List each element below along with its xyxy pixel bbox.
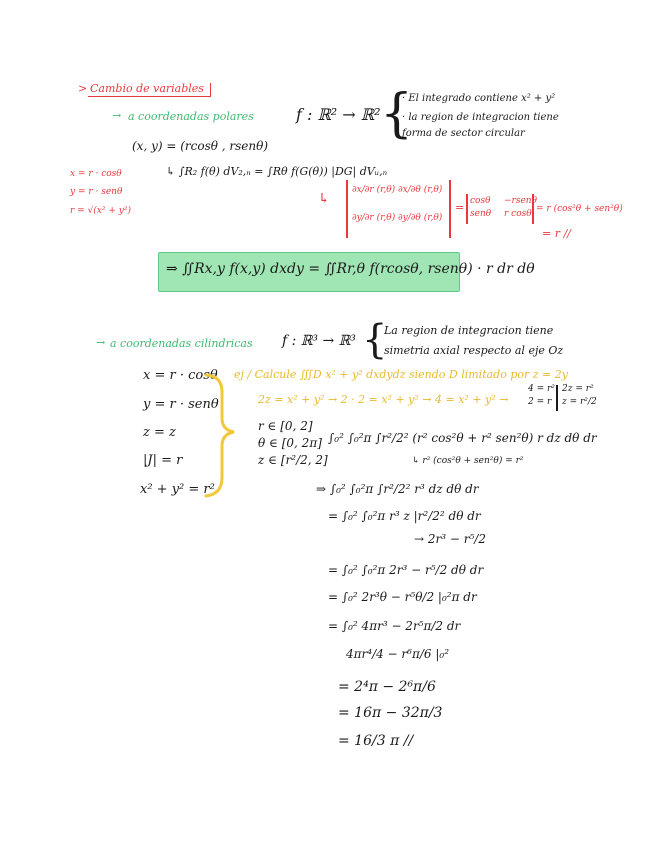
polar-condition-2: · la region de integracion tiene xyxy=(402,112,559,123)
cyl-side-x: x = r · cosθ xyxy=(143,368,218,383)
step-10: = 16/3 π // xyxy=(338,733,414,749)
cyl-side-y: y = r · senθ xyxy=(143,397,219,412)
step-9: = 16π − 32π/3 xyxy=(338,705,443,721)
cyl-condition-1: La region de integracion tiene xyxy=(384,324,554,337)
example-statement: ej / Calcule ∭D x² + y² dxdydz siendo D limitado por z = 2y xyxy=(234,368,568,381)
cyl-label: a coordenadas cilindricas xyxy=(110,337,253,350)
jacobian-final: = r // xyxy=(542,227,571,240)
example-line1: 2z = x² + y² → 2 · 2 = x² + y² → 4 = x² + y² → xyxy=(258,393,509,406)
polar-label: a coordenadas polares xyxy=(128,110,254,123)
polar-integral-change: ↳ ∫R₂ f(θ) dV₂,ₙ = ∫Rθ f(G(θ)) |DG| dVᵤ,ₙ xyxy=(166,165,388,178)
polar-map: f : ℝ² → ℝ² xyxy=(296,105,381,124)
bound-theta: θ ∈ [0, 2π] xyxy=(258,436,322,450)
jacobian-result: = r (cos²θ + sen²θ) xyxy=(536,204,623,214)
bound-z: z ∈ [r²/2, 2] xyxy=(258,453,328,467)
cyl-condition-brace: { xyxy=(362,317,388,363)
heading-arrow: > xyxy=(78,82,88,95)
step-3: → 2r³ − r⁵/2 xyxy=(414,532,486,546)
bound-r: r ∈ [0, 2] xyxy=(258,419,313,433)
jacobian-eval-2: −rsenθ xyxy=(504,196,538,206)
jacobian-cell-2: ∂x/∂θ (r,θ) xyxy=(398,185,443,195)
example-line1-side-2: 2 = r xyxy=(528,397,552,407)
example-line1-divider xyxy=(556,385,558,411)
jacobian-eval-3: senθ xyxy=(470,209,492,219)
integral-1: ∫₀² ∫₀²π ∫r²/2² (r² cos²θ + r² sen²θ) r dz dθ dr xyxy=(328,431,597,445)
jacobian-eval-1: cosθ xyxy=(470,196,491,206)
step-6: = ∫₀² 4πr³ − 2r⁵π/2 dr xyxy=(328,619,461,633)
cyl-side-r2: x² + y² = r² xyxy=(140,482,215,497)
step-4: = ∫₀² ∫₀²π 2r³ − r⁵/2 dθ dr xyxy=(328,563,484,577)
jacobian-cell-4: ∂y/∂θ (r,θ) xyxy=(398,213,443,223)
polar-condition-3: forma de sector circular xyxy=(402,128,525,139)
jacobian-cell-1: ∂x/∂r (r,θ) xyxy=(352,185,396,195)
jacobian-eq: = xyxy=(455,201,465,214)
cyl-label-arrow: → xyxy=(96,336,106,349)
boxed-formula: ⇒ ∬Rx,y f(x,y) dxdy = ∬Rr,θ f(rcosθ, rsenθ) · r dr dθ xyxy=(166,261,535,277)
step-5: = ∫₀² 2r³θ − r⁵θ/2 |₀²π dr xyxy=(328,590,477,604)
jacobian-cell-3: ∂y/∂r (r,θ) xyxy=(352,213,396,223)
polar-condition-1: · El integrado contiene x² + y² xyxy=(402,93,556,104)
step-2: = ∫₀² ∫₀²π r³ z |r²/2² dθ dr xyxy=(328,509,481,523)
integral-1-note: ↳ r² (cos²θ + sen²θ) = r² xyxy=(412,456,524,466)
example-line1-side-1: 4 = r² xyxy=(528,384,555,394)
polar-condition-brace: { xyxy=(380,84,414,144)
example-line1-side-3: 2z = r² xyxy=(562,384,594,394)
section-title: Cambio de variables xyxy=(88,83,211,97)
step-1: ⇒ ∫₀² ∫₀²π ∫r²/2² r³ dz dθ dr xyxy=(316,482,479,496)
cyl-map: f : ℝ³ → ℝ³ xyxy=(282,333,356,349)
cyl-side-jac: |J| = r xyxy=(143,453,183,468)
polar-label-arrow: → xyxy=(112,109,122,122)
polar-side-y: y = r · senθ xyxy=(70,187,123,197)
step-7: 4πr⁴/4 − r⁶π/6 |₀² xyxy=(346,647,450,661)
cyl-condition-2: simetria axial respecto al eje Oz xyxy=(384,344,564,357)
polar-side-x: x = r · cosθ xyxy=(70,169,122,179)
jacobian-eval-4: r cosθ xyxy=(504,209,532,219)
jacobian-arrow: ↳ xyxy=(318,191,330,207)
polar-param: (x, y) = (rcosθ , rsenθ) xyxy=(132,139,269,153)
step-8: = 2⁴π − 2⁶π/6 xyxy=(338,679,436,695)
example-line1-side-4: z = r²/2 xyxy=(562,397,597,407)
polar-side-r: r = √(x² + y²) xyxy=(70,206,131,216)
cyl-side-z: z = z xyxy=(143,425,176,440)
